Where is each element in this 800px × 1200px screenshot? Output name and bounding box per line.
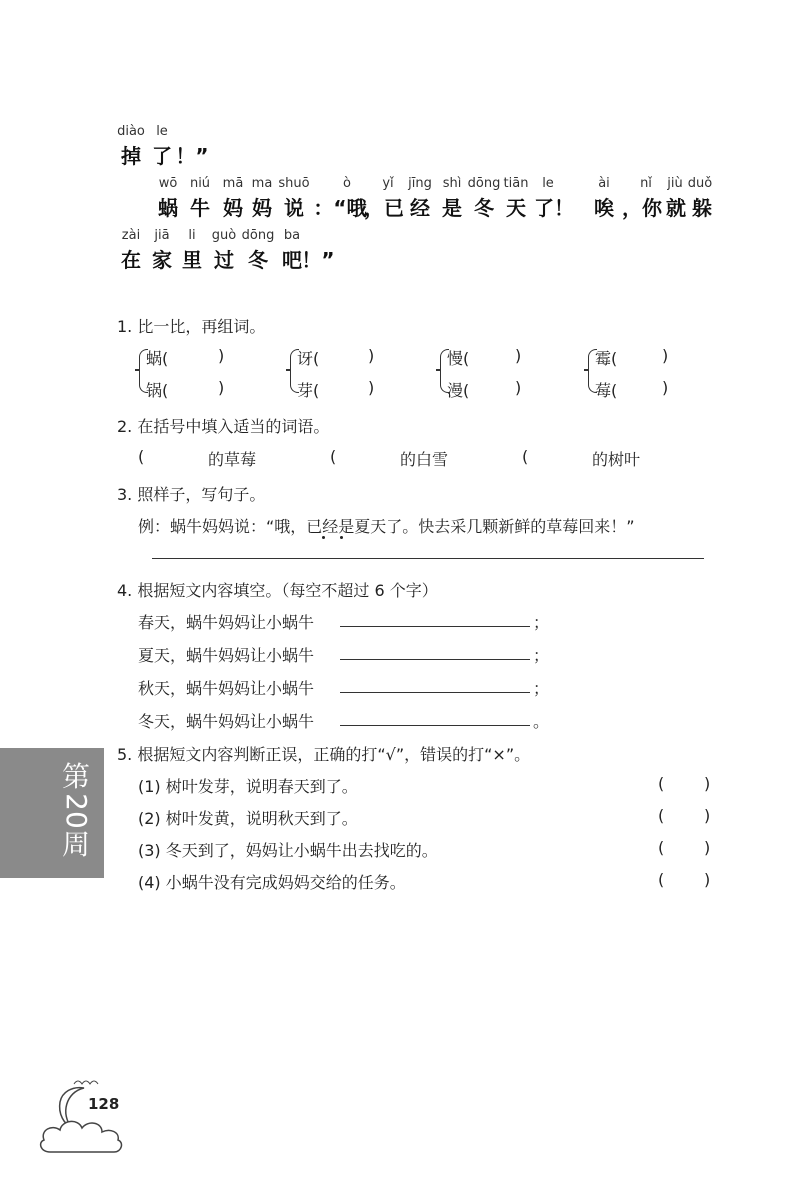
hanzi: 牛 bbox=[190, 196, 210, 220]
paren-open: ( bbox=[330, 447, 337, 466]
hanzi: 妈 bbox=[223, 196, 243, 220]
hanzi: 妈 bbox=[252, 196, 272, 220]
fill-end: 。 bbox=[533, 712, 550, 731]
pinyin: yǐ bbox=[382, 176, 394, 191]
hanzi: 经 bbox=[410, 196, 430, 220]
word-bottom: 锅( bbox=[146, 381, 169, 400]
pinyin: jiù bbox=[667, 176, 683, 191]
week-tab-number: 20 bbox=[60, 793, 93, 829]
example-sentence: 例：蜗牛妈妈说：“哦，已经是夏天了。快去采几颗新鲜的草莓回来！” bbox=[138, 517, 635, 536]
pinyin-line-2 bbox=[0, 176, 800, 192]
phrase: 的树叶 bbox=[592, 450, 641, 469]
fill-end: ； bbox=[533, 613, 550, 632]
hanzi: ，已 bbox=[364, 196, 404, 220]
hanzi: ：“哦 bbox=[313, 196, 367, 220]
hanzi: 了！ bbox=[534, 196, 574, 220]
judge-paren-open[interactable]: ( bbox=[658, 838, 665, 857]
pinyin: guò bbox=[211, 228, 237, 243]
judge-paren-open[interactable]: ( bbox=[658, 774, 665, 793]
page-number: 128 bbox=[88, 1095, 120, 1113]
fill-end: ； bbox=[533, 646, 550, 665]
pinyin: ba bbox=[283, 228, 301, 243]
pinyin: duǒ bbox=[687, 176, 713, 191]
pinyin: nǐ bbox=[640, 176, 652, 191]
hanzi: 家 bbox=[152, 248, 172, 272]
word-top: 霉( bbox=[595, 349, 618, 368]
hanzi: ，你 bbox=[622, 196, 662, 220]
pinyin: le bbox=[156, 124, 168, 139]
fill-blank[interactable] bbox=[340, 725, 530, 726]
question-2-title: 2. 在括号中填入适当的词语。 bbox=[117, 417, 330, 436]
pinyin: jiā bbox=[154, 228, 170, 243]
judge-paren-close: ) bbox=[704, 774, 711, 793]
judge-item: (2) 树叶发黄，说明秋天到了。 bbox=[138, 809, 358, 828]
hanzi: 在 bbox=[121, 248, 141, 272]
hanzi: 冬 bbox=[474, 196, 494, 220]
judge-paren-close: ) bbox=[704, 838, 711, 857]
paren-close: ) bbox=[662, 378, 669, 397]
pinyin-line-1 bbox=[0, 124, 800, 140]
pinyin: ò bbox=[343, 176, 351, 191]
emphasis-dot bbox=[340, 536, 343, 539]
hanzi: 说 bbox=[284, 196, 304, 220]
paren-close: ) bbox=[515, 346, 522, 365]
word-bottom: 漫( bbox=[447, 381, 470, 400]
paren-open: ( bbox=[138, 447, 145, 466]
pinyin: diào bbox=[117, 124, 145, 139]
paren-close: ) bbox=[515, 378, 522, 397]
hanzi: 了 bbox=[152, 144, 172, 168]
week-tab-label bbox=[56, 760, 96, 862]
fill-end: ； bbox=[533, 679, 550, 698]
pinyin: wō bbox=[158, 176, 178, 191]
week-tab-char: 第 bbox=[61, 760, 90, 793]
hanzi: 冬 bbox=[248, 248, 268, 272]
pinyin: mā bbox=[222, 176, 244, 191]
judge-paren-close: ) bbox=[704, 806, 711, 825]
week-tab-char: 周 bbox=[61, 828, 90, 861]
hanzi: 就 bbox=[666, 196, 686, 220]
pinyin: ma bbox=[251, 176, 273, 191]
judge-paren-close: ) bbox=[704, 870, 711, 889]
moon-cloud-icon bbox=[36, 1070, 146, 1160]
pinyin: le bbox=[542, 176, 554, 191]
hanzi: ！” bbox=[301, 248, 335, 272]
paren-close: ) bbox=[368, 378, 375, 397]
judge-item: (1) 树叶发芽，说明春天到了。 bbox=[138, 777, 358, 796]
fill-label: 冬天，蜗牛妈妈让小蜗牛 bbox=[138, 712, 315, 731]
emphasis-dot bbox=[322, 536, 325, 539]
word-top: 慢( bbox=[447, 349, 470, 368]
hanzi: 蜗 bbox=[158, 196, 178, 220]
fill-blank[interactable] bbox=[340, 692, 530, 693]
hanzi: ！” bbox=[175, 144, 209, 168]
question-5-title: 5. 根据短文内容判断正误，正确的打“√”，错误的打“×”。 bbox=[117, 745, 531, 764]
judge-paren-open[interactable]: ( bbox=[658, 806, 665, 825]
phrase: 的草莓 bbox=[208, 450, 257, 469]
pinyin: shuō bbox=[278, 176, 310, 191]
hanzi: 躲 bbox=[692, 196, 712, 220]
question-1-title: 1. 比一比，再组词。 bbox=[117, 317, 266, 336]
pinyin: dōng bbox=[467, 176, 501, 191]
question-3-title: 3. 照样子，写句子。 bbox=[117, 485, 266, 504]
judge-item: (3) 冬天到了，妈妈让小蜗牛出去找吃的。 bbox=[138, 841, 438, 860]
paren-open: ( bbox=[522, 447, 529, 466]
answer-line[interactable] bbox=[152, 558, 704, 559]
judge-item: (4) 小蜗牛没有完成妈妈交给的任务。 bbox=[138, 873, 406, 892]
pinyin-line-3 bbox=[0, 228, 800, 244]
hanzi: 天 bbox=[506, 196, 526, 220]
pinyin: dōng bbox=[241, 228, 275, 243]
pinyin: zài bbox=[121, 228, 141, 243]
word-bottom: 芽( bbox=[297, 381, 320, 400]
hanzi: 是 bbox=[442, 196, 462, 220]
pinyin: tiān bbox=[503, 176, 529, 191]
paren-close: ) bbox=[218, 378, 225, 397]
phrase: 的白雪 bbox=[400, 450, 449, 469]
hanzi: 吧 bbox=[282, 248, 302, 272]
hanzi: 里 bbox=[182, 248, 202, 272]
fill-blank[interactable] bbox=[340, 659, 530, 660]
paren-close: ) bbox=[368, 346, 375, 365]
hanzi: 掉 bbox=[121, 144, 141, 168]
paren-close: ) bbox=[662, 346, 669, 365]
word-top: 讶( bbox=[297, 349, 320, 368]
fill-label: 春天，蜗牛妈妈让小蜗牛 bbox=[138, 613, 315, 632]
question-4-title: 4. 根据短文内容填空。（每空不超过 6 个字） bbox=[117, 581, 438, 600]
word-top: 蜗( bbox=[146, 349, 169, 368]
pinyin: li bbox=[188, 228, 196, 243]
paren-close: ) bbox=[218, 346, 225, 365]
pinyin: shì bbox=[442, 176, 462, 191]
judge-paren-open[interactable]: ( bbox=[658, 870, 665, 889]
fill-blank[interactable] bbox=[340, 626, 530, 627]
pinyin: jīng bbox=[408, 176, 432, 191]
fill-label: 夏天，蜗牛妈妈让小蜗牛 bbox=[138, 646, 315, 665]
hanzi: 唉 bbox=[594, 196, 614, 220]
hanzi: 过 bbox=[214, 248, 234, 272]
pinyin: niú bbox=[189, 176, 211, 191]
fill-label: 秋天，蜗牛妈妈让小蜗牛 bbox=[138, 679, 315, 698]
word-bottom: 莓( bbox=[595, 381, 618, 400]
pinyin: ài bbox=[598, 176, 610, 191]
